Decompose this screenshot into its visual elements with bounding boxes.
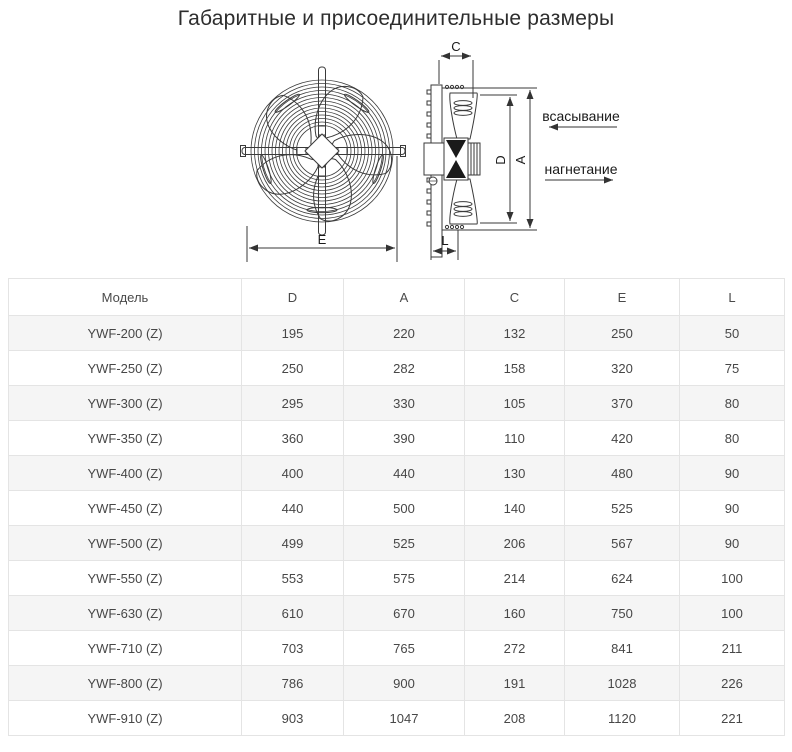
table-header-row	[9, 279, 785, 316]
value-cell: 499	[242, 526, 344, 561]
model-cell: YWF-550 (Z)	[9, 561, 242, 596]
model-cell: YWF-200 (Z)	[9, 316, 242, 351]
value-cell: 390	[344, 421, 465, 456]
table-row	[9, 351, 785, 386]
value-cell: 100	[680, 561, 785, 596]
value-cell: 282	[344, 351, 465, 386]
dim-label-l: L	[441, 233, 449, 248]
table-row	[9, 666, 785, 701]
dim-label-c: C	[451, 40, 461, 54]
column-header: A	[344, 279, 465, 316]
value-cell: 440	[344, 456, 465, 491]
value-cell: 272	[465, 631, 565, 666]
model-cell: YWF-910 (Z)	[9, 701, 242, 736]
value-cell: 250	[242, 351, 344, 386]
value-cell: 703	[242, 631, 344, 666]
value-cell: 75	[680, 351, 785, 386]
column-header: C	[465, 279, 565, 316]
dimension-c	[439, 56, 473, 98]
fan-front-view	[241, 67, 406, 262]
value-cell: 211	[680, 631, 785, 666]
column-header: Модель	[9, 279, 242, 316]
value-cell: 80	[680, 386, 785, 421]
value-cell: 525	[344, 526, 465, 561]
value-cell: 110	[465, 421, 565, 456]
model-cell: YWF-800 (Z)	[9, 666, 242, 701]
value-cell: 624	[565, 561, 680, 596]
model-cell: YWF-300 (Z)	[9, 386, 242, 421]
model-cell: YWF-450 (Z)	[9, 491, 242, 526]
dimensions-table	[8, 278, 785, 736]
value-cell: 900	[344, 666, 465, 701]
value-cell: 500	[344, 491, 465, 526]
value-cell: 214	[465, 561, 565, 596]
table-body	[9, 316, 785, 736]
table-row	[9, 421, 785, 456]
value-cell: 195	[242, 316, 344, 351]
table-row	[9, 316, 785, 351]
model-cell: YWF-350 (Z)	[9, 421, 242, 456]
value-cell: 50	[680, 316, 785, 351]
motor	[424, 138, 480, 185]
fan-side-view	[424, 40, 537, 260]
value-cell: 786	[242, 666, 344, 701]
value-cell: 670	[344, 596, 465, 631]
model-cell: YWF-250 (Z)	[9, 351, 242, 386]
value-cell: 130	[465, 456, 565, 491]
value-cell: 1028	[565, 666, 680, 701]
table-row	[9, 491, 785, 526]
value-cell: 360	[242, 421, 344, 456]
value-cell: 208	[465, 701, 565, 736]
value-cell: 1120	[565, 701, 680, 736]
table-row	[9, 701, 785, 736]
model-cell: YWF-710 (Z)	[9, 631, 242, 666]
table-row	[9, 596, 785, 631]
value-cell: 226	[680, 666, 785, 701]
value-cell: 480	[565, 456, 680, 491]
value-cell: 750	[565, 596, 680, 631]
value-cell: 370	[565, 386, 680, 421]
suction-label: всасывание	[542, 108, 620, 124]
value-cell: 80	[680, 421, 785, 456]
value-cell: 525	[565, 491, 680, 526]
value-cell: 132	[465, 316, 565, 351]
value-cell: 140	[465, 491, 565, 526]
value-cell: 105	[465, 386, 565, 421]
page-title: Габаритные и присоединительные размеры	[177, 7, 615, 30]
table-row	[9, 631, 785, 666]
column-header: L	[680, 279, 785, 316]
value-cell: 400	[242, 456, 344, 491]
model-cell: YWF-630 (Z)	[9, 596, 242, 631]
model-cell: YWF-400 (Z)	[9, 456, 242, 491]
value-cell: 221	[680, 701, 785, 736]
value-cell: 90	[680, 526, 785, 561]
value-cell: 575	[344, 561, 465, 596]
value-cell: 420	[565, 421, 680, 456]
value-cell: 206	[465, 526, 565, 561]
value-cell: 1047	[344, 701, 465, 736]
value-cell: 610	[242, 596, 344, 631]
value-cell: 295	[242, 386, 344, 421]
value-cell: 158	[465, 351, 565, 386]
value-cell: 765	[344, 631, 465, 666]
value-cell: 160	[465, 596, 565, 631]
model-cell: YWF-500 (Z)	[9, 526, 242, 561]
airflow-annotations	[542, 108, 620, 180]
value-cell: 330	[344, 386, 465, 421]
dim-label-a: A	[513, 155, 528, 165]
dim-label-e: E	[317, 232, 327, 247]
value-cell: 191	[465, 666, 565, 701]
column-header: E	[565, 279, 680, 316]
table-row	[9, 456, 785, 491]
value-cell: 903	[242, 701, 344, 736]
table-row	[9, 561, 785, 596]
table-row	[9, 526, 785, 561]
value-cell: 553	[242, 561, 344, 596]
value-cell: 90	[680, 456, 785, 491]
value-cell: 440	[242, 491, 344, 526]
dim-label-d: D	[493, 155, 508, 165]
value-cell: 841	[565, 631, 680, 666]
value-cell: 100	[680, 596, 785, 631]
discharge-label: нагнетание	[544, 161, 618, 177]
fan-dimensions-diagram	[0, 40, 792, 272]
value-cell: 567	[565, 526, 680, 561]
value-cell: 220	[344, 316, 465, 351]
value-cell: 90	[680, 491, 785, 526]
table-row	[9, 386, 785, 421]
column-header: D	[242, 279, 344, 316]
value-cell: 250	[565, 316, 680, 351]
value-cell: 320	[565, 351, 680, 386]
